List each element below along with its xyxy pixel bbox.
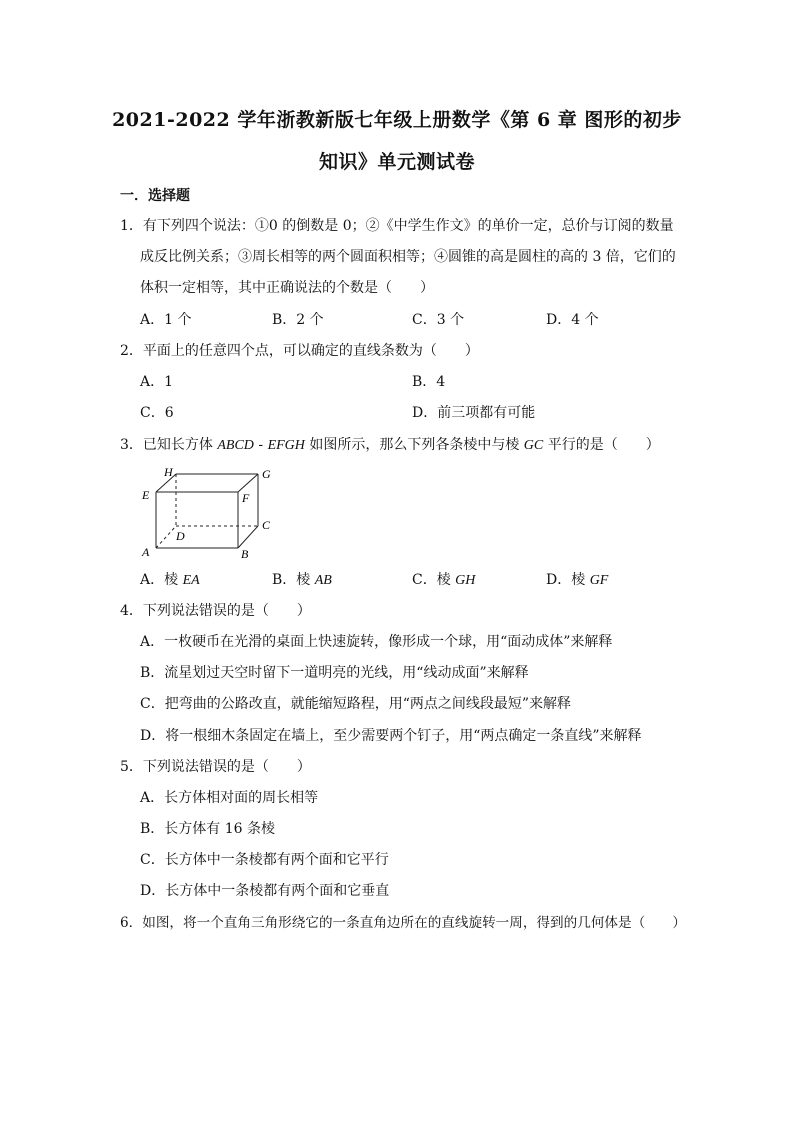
question-5-option-c: C．长方体中一条棱都有两个面和它平行 xyxy=(140,852,389,868)
question-3-line-1: 3．已知长方体 ABCD - EFGH 如图所示，那么下列各条棱中与棱 GC 平行的是（ ） xyxy=(120,437,660,453)
section-heading: 一．选择题 xyxy=(120,188,190,204)
question-5-option-d: D．长方体中一条棱都有两个面和它垂直 xyxy=(140,883,390,899)
edge-fg xyxy=(238,474,258,492)
question-3-option-c: C．棱 GH xyxy=(412,572,476,588)
question-3-option-d: D．棱 GF xyxy=(546,572,609,588)
question-6-line-1: 6．如图，将一个直角三角形绕它的一条直角边所在的直线旋转一周，得到的几何体是（ ） xyxy=(120,915,686,931)
question-2-line-1: 2．平面上的任意四个点，可以确定的直线条数为（ ） xyxy=(120,343,479,359)
question-3-option-a: A．棱 EA xyxy=(140,572,200,588)
question-4-option-a: A．一枚硬币在光滑的桌面上快速旋转，像形成一个球，用“面动成体”来解释 xyxy=(140,634,613,650)
question-2-option-a: A．1 xyxy=(140,374,174,390)
question-1-option-d: D．4 个 xyxy=(546,312,599,328)
vertex-label-b: B xyxy=(241,547,249,560)
vertex-label-d: D xyxy=(176,529,185,543)
question-2-option-c: C．6 xyxy=(140,405,174,421)
cuboid-figure xyxy=(138,464,278,564)
question-2-option-b: B．4 xyxy=(412,374,446,390)
question-1-line-3: 体积一定相等，其中正确说法的个数是（ ） xyxy=(140,280,434,296)
vertex-label-a: A xyxy=(142,545,150,559)
question-1-option-b: B．2 个 xyxy=(272,312,324,328)
document-title-line2: 知识》单元测试卷 xyxy=(318,151,475,173)
question-1-line-2: 成反比例关系；③周长相等的两个圆面积相等；④圆锥的高是圆柱的高的 3 倍，它们的 xyxy=(140,249,676,265)
question-4-option-d: D．将一根细木条固定在墙上，至少需要两个钉子，用“两点确定一条直线”来解释 xyxy=(140,728,642,744)
vertex-label-h: H xyxy=(164,465,173,479)
edge-ad xyxy=(156,526,176,548)
question-1-line-1: 1．有下列四个说法：①0 的倒数是 0；②《中学生作文》的单价一定，总价与订阅的数量 xyxy=(120,218,674,234)
vertex-label-f: F xyxy=(242,491,250,505)
question-5-option-a: A．长方体相对面的周长相等 xyxy=(140,790,319,806)
edge-bc xyxy=(238,526,258,548)
question-3-option-b: B．棱 AB xyxy=(272,572,332,588)
vertex-label-g: G xyxy=(262,467,271,481)
question-1-option-c: C．3 个 xyxy=(412,312,465,328)
question-1-option-a: A．1 个 xyxy=(140,312,192,328)
question-5-line-1: 5．下列说法错误的是（ ） xyxy=(120,759,311,775)
question-4-option-b: B．流星划过天空时留下一道明亮的光线，用“线动成面”来解释 xyxy=(140,665,529,681)
vertex-label-e: E xyxy=(142,488,150,502)
vertex-label-c: C xyxy=(262,518,271,532)
question-5-option-b: B．长方体有 16 条棱 xyxy=(140,821,276,837)
question-2-option-d: D．前三项都有可能 xyxy=(412,405,536,421)
document-title-line1: 2021-2022 学年浙教新版七年级上册数学《第 6 章 图形的初步 xyxy=(112,109,682,131)
question-4-line-1: 4．下列说法错误的是（ ） xyxy=(120,603,311,619)
question-4-option-c: C．把弯曲的公路改直，就能缩短路程，用“两点之间线段最短”来解释 xyxy=(140,696,572,712)
